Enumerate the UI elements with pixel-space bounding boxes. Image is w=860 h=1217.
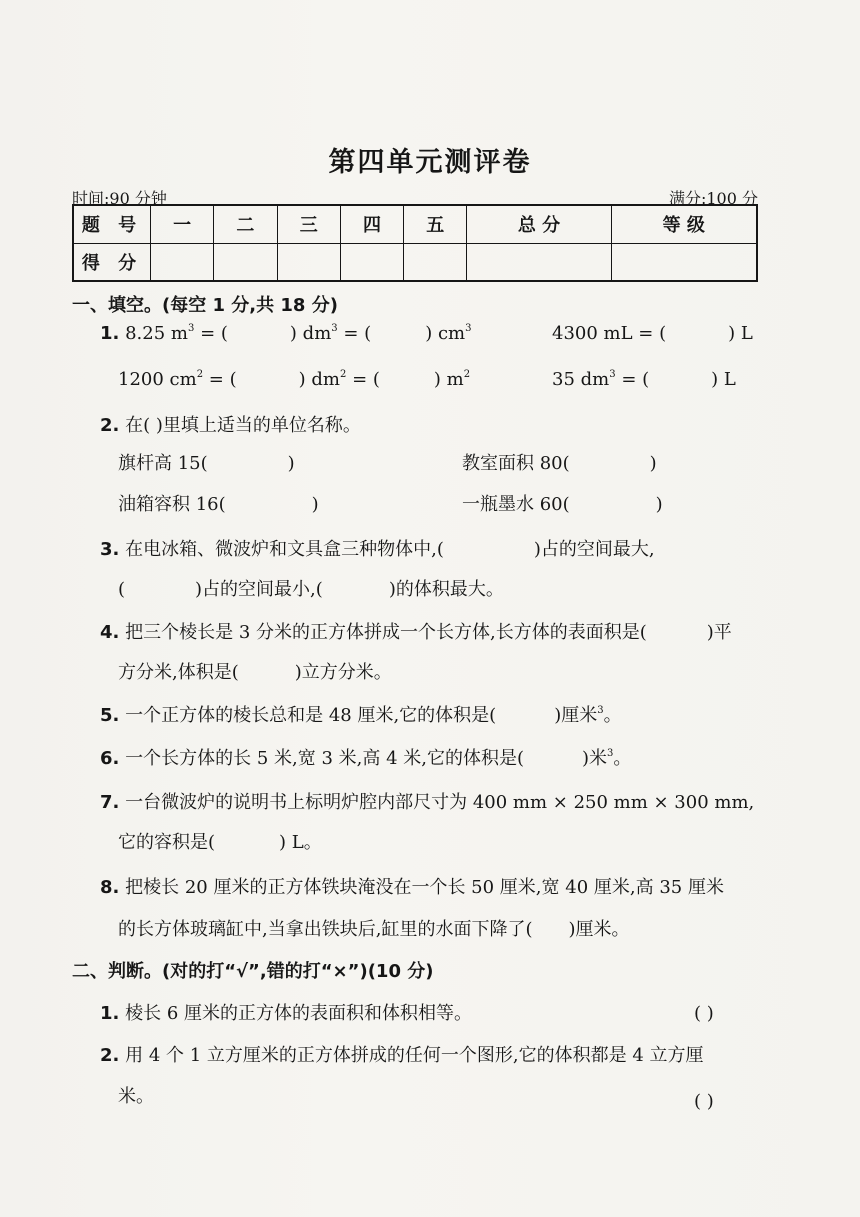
q3-number: 3. bbox=[100, 539, 120, 560]
q1-4-sup: 3 bbox=[609, 369, 616, 380]
q8-text-c: )厘米。 bbox=[568, 919, 630, 940]
q2-c-text: 油箱容积 16( bbox=[118, 494, 226, 515]
q3-text-e: )的体积最大。 bbox=[388, 579, 504, 600]
q2-c bbox=[118, 493, 319, 517]
header-cell-2: 二 bbox=[214, 205, 277, 243]
q2-d bbox=[462, 493, 663, 517]
score-row-label: 得 分 bbox=[73, 243, 151, 281]
q5-number: 5. bbox=[100, 705, 120, 726]
section-2-heading: 二、判断。(对的打“√”,错的打“×”)(10 分) bbox=[72, 961, 434, 982]
header-cell-5: 五 bbox=[404, 205, 467, 243]
q4-text-b: )平 bbox=[706, 622, 732, 643]
q5-end: 。 bbox=[603, 705, 622, 726]
q5-text-a: 一个正方体的棱长总和是 48 厘米,它的体积是( bbox=[125, 705, 497, 726]
q1-4-eq: = ( bbox=[615, 369, 650, 390]
s2-q1-answer[interactable]: ( ) bbox=[694, 1003, 714, 1024]
q1-3-sup: 2 bbox=[196, 369, 204, 380]
q4-line-2 bbox=[118, 661, 392, 685]
section-1-heading: 一、填空。(每空 1 分,共 18 分) bbox=[72, 295, 338, 316]
score-cell-2[interactable] bbox=[214, 243, 277, 281]
q1-1-sup: 3 bbox=[187, 323, 195, 334]
s2-q1-line bbox=[100, 1002, 472, 1026]
q1-2-end: ) L bbox=[728, 323, 753, 344]
q3-text-a: 在电冰箱、微波炉和文具盒三种物体中,( bbox=[125, 539, 444, 560]
header-cell-label: 题 号 bbox=[73, 205, 151, 243]
q1-1-end: ) cm bbox=[425, 323, 466, 344]
q8-number: 8. bbox=[100, 877, 120, 898]
header-cell-grade: 等 级 bbox=[611, 205, 757, 243]
score-cell-3[interactable] bbox=[277, 243, 340, 281]
q2-b bbox=[462, 452, 657, 476]
score-table-score-row bbox=[73, 243, 757, 281]
score-table-header-row bbox=[73, 205, 757, 243]
q1-3-sup-3: 2 bbox=[463, 369, 471, 380]
q2-d-close: ) bbox=[655, 494, 663, 515]
q7-text-b: 它的容积是( bbox=[118, 832, 216, 853]
q4-text-c: 方分米,体积是( bbox=[118, 662, 239, 683]
q2-d-text: 一瓶墨水 60( bbox=[462, 494, 570, 515]
full-score: 满分:100 分 bbox=[668, 189, 758, 208]
q1-3-sup-2: 2 bbox=[339, 369, 347, 380]
q2-a bbox=[118, 452, 295, 476]
q1-3-mid: ) dm bbox=[298, 369, 340, 390]
q4-text-a: 把三个棱长是 3 分米的正方体拼成一个长方体,长方体的表面积是( bbox=[125, 622, 647, 643]
q1-1-sup-3: 3 bbox=[465, 323, 472, 334]
header-cell-1: 一 bbox=[151, 205, 214, 243]
q6-sup: 3 bbox=[607, 748, 614, 759]
q1-3-eq-2: = ( bbox=[346, 369, 380, 390]
q1-3-eq: = ( bbox=[203, 369, 237, 390]
s2-q2-line-1 bbox=[100, 1044, 704, 1068]
q8-text-a: 把棱长 20 厘米的正方体铁块淹没在一个长 50 厘米,宽 40 厘米,高 35 厘米 bbox=[125, 877, 724, 898]
q2-b-text: 教室面积 80( bbox=[462, 453, 570, 474]
s2-q1-text: 棱长 6 厘米的正方体的表面积和体积相等。 bbox=[125, 1003, 473, 1024]
q1-1-number: 1. bbox=[100, 323, 120, 344]
s2-q2-line-2: 米。 bbox=[118, 1086, 154, 1107]
header-cell-total: 总 分 bbox=[467, 205, 611, 243]
q7-line-1 bbox=[100, 791, 754, 815]
q6-text-a: 一个长方体的长 5 米,宽 3 米,高 4 米,它的体积是( bbox=[125, 748, 524, 769]
q1-4-value: 35 dm bbox=[552, 369, 610, 390]
q2-number: 2. bbox=[100, 415, 120, 436]
s2-q2-answer[interactable]: ( ) bbox=[694, 1091, 714, 1112]
q4-text-d: )立方分米。 bbox=[294, 662, 392, 683]
q7-number: 7. bbox=[100, 792, 120, 813]
q2-b-close: ) bbox=[649, 453, 657, 474]
page-title: 第四单元测评卷 bbox=[328, 147, 532, 178]
q2-c-close: ) bbox=[311, 494, 319, 515]
q8-line-2 bbox=[118, 918, 630, 942]
q2-stem bbox=[100, 414, 361, 438]
q1-2-text: 4300 mL = ( bbox=[552, 323, 667, 344]
q6-text-b: )米 bbox=[581, 748, 608, 769]
q7-line-2 bbox=[118, 831, 322, 855]
q5-line bbox=[100, 704, 622, 728]
q1-1-mid: ) dm bbox=[289, 323, 332, 344]
header-cell-4: 四 bbox=[340, 205, 403, 243]
score-table bbox=[72, 204, 758, 282]
q1-3-value: 1200 cm bbox=[118, 369, 197, 390]
score-cell-grade[interactable] bbox=[611, 243, 757, 281]
q2-a-text: 旗杆高 15( bbox=[118, 453, 208, 474]
q1-1-eq-2: = ( bbox=[337, 323, 372, 344]
q1-1-eq: = ( bbox=[194, 323, 228, 344]
q2-a-close: ) bbox=[287, 453, 295, 474]
q1-1-sup-2: 3 bbox=[331, 323, 338, 334]
q4-line-1 bbox=[100, 621, 732, 645]
q1-1-left bbox=[100, 322, 471, 346]
q2-text: 在( )里填上适当的单位名称。 bbox=[125, 415, 361, 436]
q6-number: 6. bbox=[100, 748, 120, 769]
time-limit: 时间:90 分钟 bbox=[72, 189, 167, 208]
q3-line-2 bbox=[118, 578, 504, 602]
q1-3-left bbox=[118, 368, 470, 392]
q1-1-value: 8.25 m bbox=[125, 323, 188, 344]
q8-text-b: 的长方体玻璃缸中,当拿出铁块后,缸里的水面下降了( bbox=[118, 919, 533, 940]
header-cell-3: 三 bbox=[277, 205, 340, 243]
score-cell-1[interactable] bbox=[151, 243, 214, 281]
q7-text-a: 一台微波炉的说明书上标明炉腔内部尺寸为 400 mm × 250 mm × 300 mm, bbox=[125, 792, 755, 813]
s2-q2-text-a: 用 4 个 1 立方厘米的正方体拼成的任何一个图形,它的体积都是 4 立方厘 bbox=[125, 1045, 704, 1066]
score-cell-5[interactable] bbox=[404, 243, 467, 281]
score-cell-4[interactable] bbox=[340, 243, 403, 281]
q3-line-1 bbox=[100, 538, 655, 562]
q1-1-right bbox=[552, 322, 753, 346]
q3-text-c: ( bbox=[118, 579, 126, 600]
s2-q1-number: 1. bbox=[100, 1003, 120, 1024]
q5-sup: 3 bbox=[597, 705, 604, 716]
q1-4-right bbox=[552, 368, 736, 392]
s2-q2-number: 2. bbox=[100, 1045, 120, 1066]
q3-text-b: )占的空间最大, bbox=[533, 539, 655, 560]
q7-text-c: ) L。 bbox=[279, 832, 322, 853]
q3-text-d: )占的空间最小,( bbox=[195, 579, 323, 600]
q6-line bbox=[100, 747, 631, 771]
q1-3-end: ) m bbox=[433, 369, 464, 390]
q6-end: 。 bbox=[613, 748, 632, 769]
q4-number: 4. bbox=[100, 622, 120, 643]
q5-text-b: )厘米 bbox=[554, 705, 598, 726]
score-cell-total[interactable] bbox=[467, 243, 611, 281]
q1-4-end: ) L bbox=[711, 369, 736, 390]
q8-line-1 bbox=[100, 876, 724, 900]
